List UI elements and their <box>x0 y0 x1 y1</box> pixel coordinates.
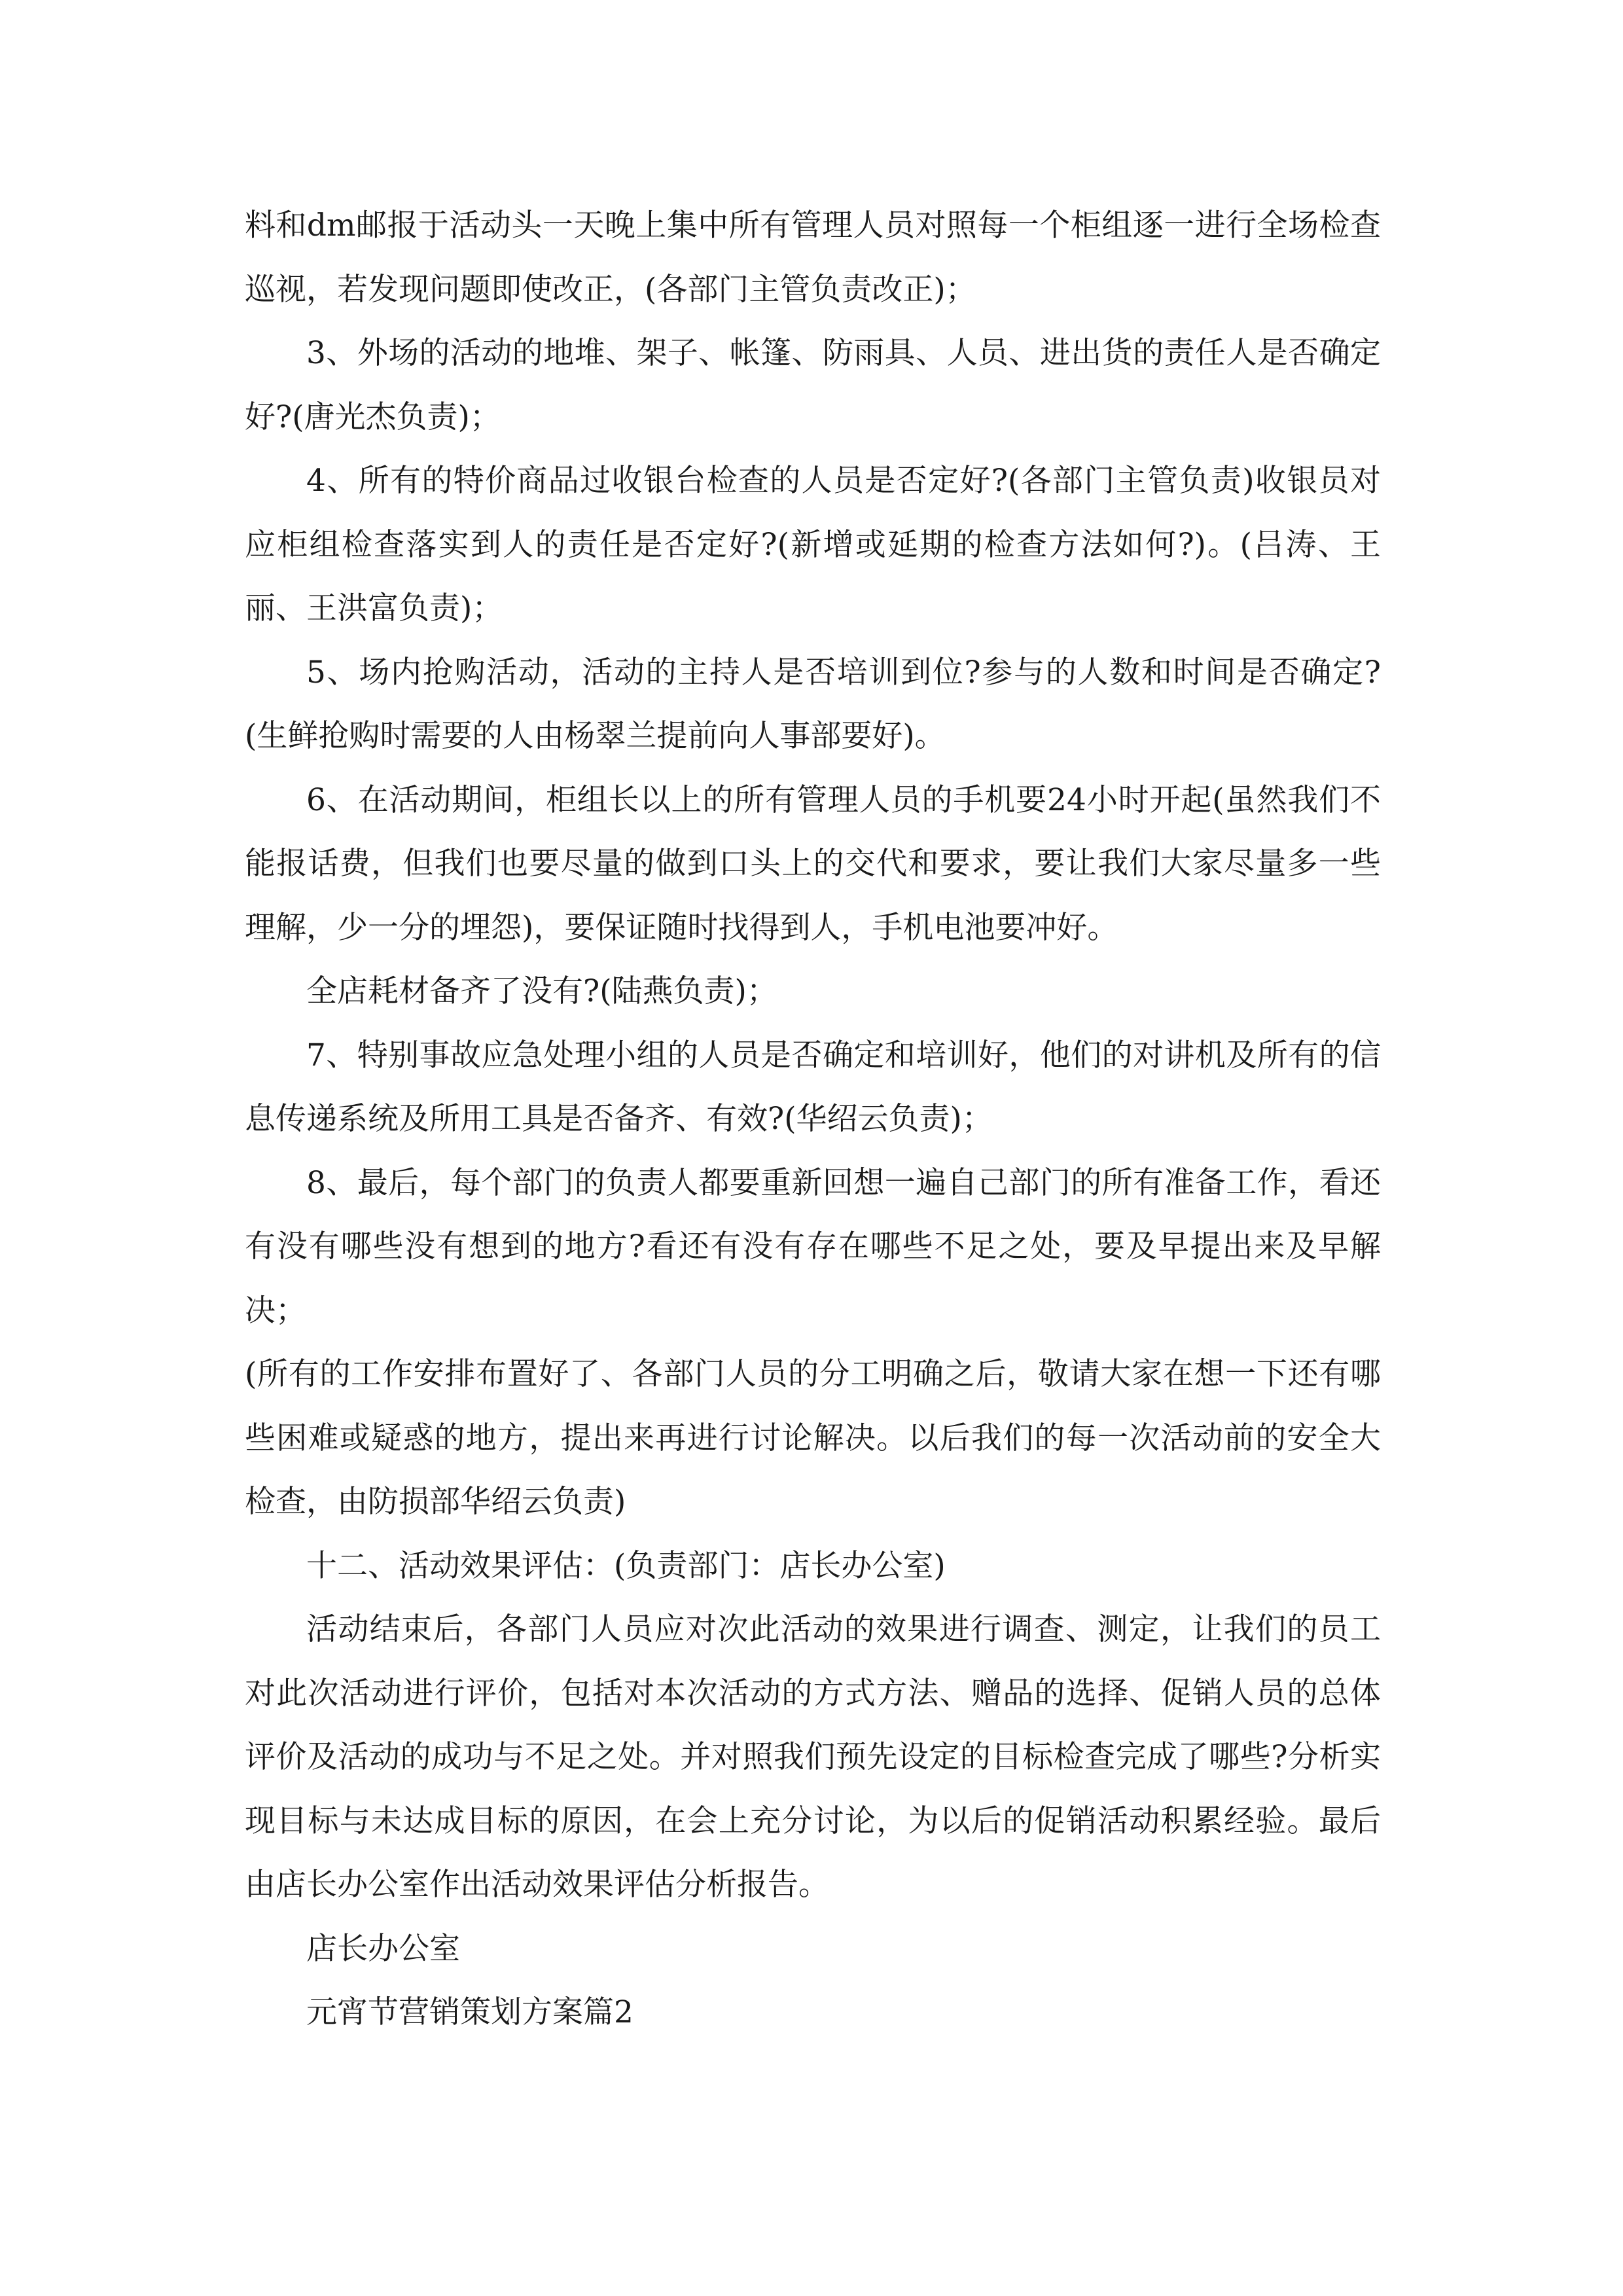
paragraph-item-3: 3、外场的活动的地堆、架子、帐篷、防雨具、人员、进出货的责任人是否确定好?(唐光杰负责)； <box>245 335 1381 435</box>
paragraph-item-8: 8、最后，每个部门的负责人都要重新回想一遍自己部门的所有准备工作，看还有没有哪些没有想到的地方?看还有没有存在哪些不足之处，要及早提出来及早解决； <box>245 1164 1381 1329</box>
section-heading-evaluation: 十二、活动效果评估：(负责部门：店长办公室) <box>306 1547 946 1584</box>
paragraph-item-4: 4、所有的特价商品过收银台检查的人员是否定好?(各部门主管负责)收银员对应柜组检查落实到人的责任是否定好?(新增或延期的检查方法如何?)。(吕涛、王丽、王洪富负责)； <box>245 463 1381 626</box>
paragraph-note: (所有的工作安排布置好了、各部门人员的分工明确之后，敬请大家在想一下还有哪些困难或疑惑的地方，提出来再进行讨论解决。以后我们的每一次活动前的安全大检查，由防损部华绍云负责) <box>245 1356 1381 1520</box>
paragraph-supplies: 全店耗材备齐了没有?(陆燕负责)； <box>306 973 777 1009</box>
paragraph-item-6: 6、在活动期间，柜组长以上的所有管理人员的手机要24小时开起(虽然我们不能报话费，但我们也要尽量的做到口头上的交代和要求，要让我们大家尽量多一些理解，少一分的埋怨)，要保证随时找得到人，手机电池要冲好。 <box>245 781 1381 946</box>
signature-office: 店长办公室 <box>306 1930 460 1967</box>
paragraph-item-7: 7、特别事故应急处理小组的人员是否确定和培训好，他们的对讲机及所有的信息传递系统及所用工具是否备齐、有效?(华绍云负责)； <box>245 1037 1381 1137</box>
document-body <box>245 194 1381 2045</box>
paragraph-continuation: 料和dm邮报于活动头一天晚上集中所有管理人员对照每一个柜组逐一进行全场检查巡视，若发现问题即使改正，(各部门主管负责改正)； <box>245 207 1381 308</box>
next-section-title: 元宵节营销策划方案篇2 <box>306 1994 633 2030</box>
paragraph-evaluation: 活动结束后，各部门人员应对次此活动的效果进行调查、测定，让我们的员工对此次活动进行评价，包括对本次活动的方式方法、赠品的选择、促销人员的总体评价及活动的成功与不足之处。并对照我们预先设定的目标检查完成了哪些?分析实现目标与未达成目标的原因，在会上充分讨论，为以后的促销活动积累经验。最后由店长办公室作出活动效果评估分析报告。 <box>245 1611 1381 1903</box>
paragraph-item-5: 5、场内抢购活动，活动的主持人是否培训到位?参与的人数和时间是否确定?(生鲜抢购时需要的人由杨翠兰提前向人事部要好)。 <box>245 654 1381 754</box>
